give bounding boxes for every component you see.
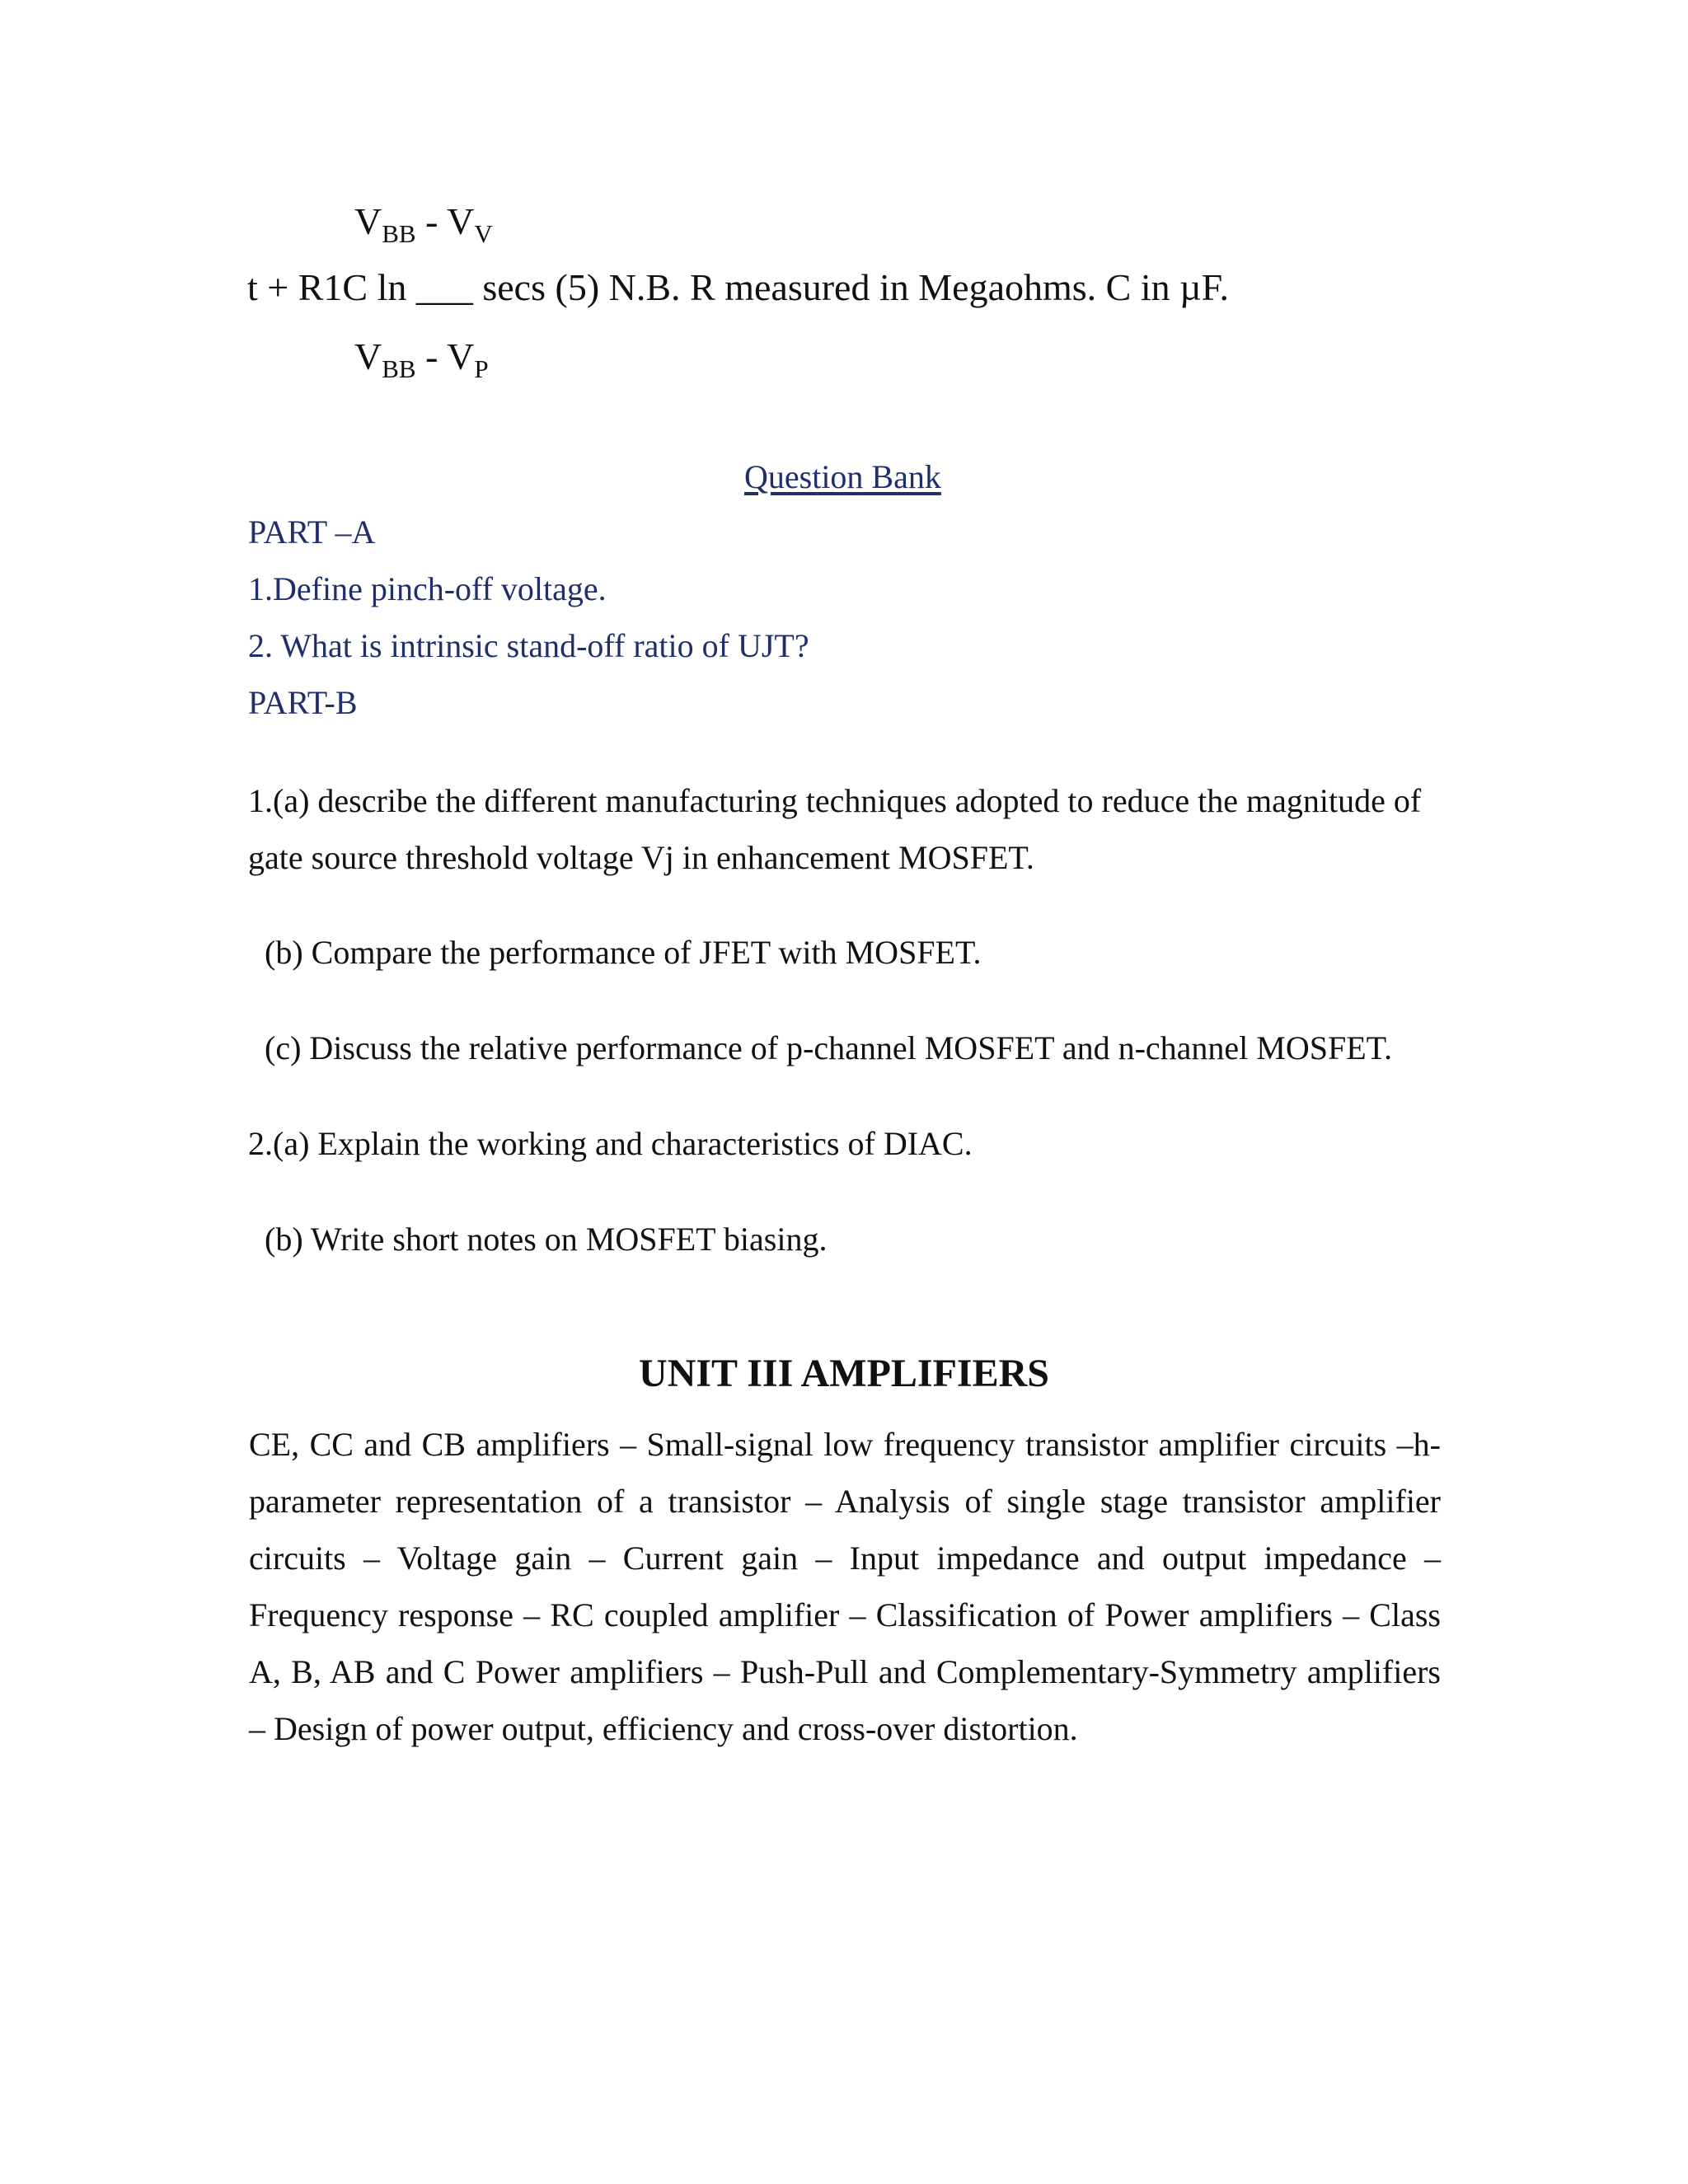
formula-numerator-minus-v: - V <box>415 200 475 242</box>
formula-denominator-sub-p: P <box>474 354 489 383</box>
part-b-question-1c: (c) Discuss the relative performance of p-channel MOSFET and n-channel MOSFET. <box>265 1029 1393 1066</box>
part-b-question-1b: (b) Compare the performance of JFET with MOSFET. <box>265 934 982 971</box>
part-b-question-1a: 1.(a) describe the different manufacturing techniques adopted to reduce the magnitude of <box>248 782 1422 819</box>
formula-denominator-minus-v: - V <box>415 335 475 377</box>
unit-title: UNIT III AMPLIFIERS <box>639 1352 1049 1395</box>
formula-denominator-v: V <box>354 335 382 377</box>
formula-numerator-sub-v: V <box>474 219 493 248</box>
formula-numerator <box>354 200 493 248</box>
part-b-question-2a: 2.(a) Explain the working and characteristics of DIAC. <box>248 1125 973 1162</box>
part-b-question-2b: (b) Write short notes on MOSFET biasing. <box>265 1221 828 1258</box>
unit-syllabus-paragraph: CE, CC and CB amplifiers – Small-signal low frequency transistor amplifier circuits –h-parameter representation of a transistor – Analysis of single stage transistor amplifier circuits – Voltage gain – Current gain – Input impedance and output impedance – Frequency response – RC coupled amplifier – Classification of Power amplifiers – Class A, B, AB and C Power amplifiers – Push-Pull and Complementary-Symmetry amplifiers – Design of power output, efficiency and cross-over distortion. <box>249 1426 1441 1747</box>
part-a-question-1: 1.Define pinch-off voltage. <box>248 570 607 607</box>
part-a-heading: PART –A <box>248 513 376 551</box>
formula-numerator-v: V <box>354 200 382 242</box>
formula-denominator-sub-bb: BB <box>382 354 416 383</box>
formula-denominator <box>354 335 489 383</box>
part-b-question-1a-cont: gate source threshold voltage Vj in enhancement MOSFET. <box>248 839 1034 876</box>
formula-numerator-sub-bb: BB <box>382 219 416 248</box>
part-b-heading: PART-B <box>248 684 358 721</box>
part-a-question-2: 2. What is intrinsic stand-off ratio of UJT? <box>248 627 809 664</box>
formula-main-line: t + R1C ln ___ secs (5) N.B. R measured in Megaohms. C in µF. <box>247 266 1230 308</box>
question-bank-title: Question Bank <box>744 458 941 495</box>
